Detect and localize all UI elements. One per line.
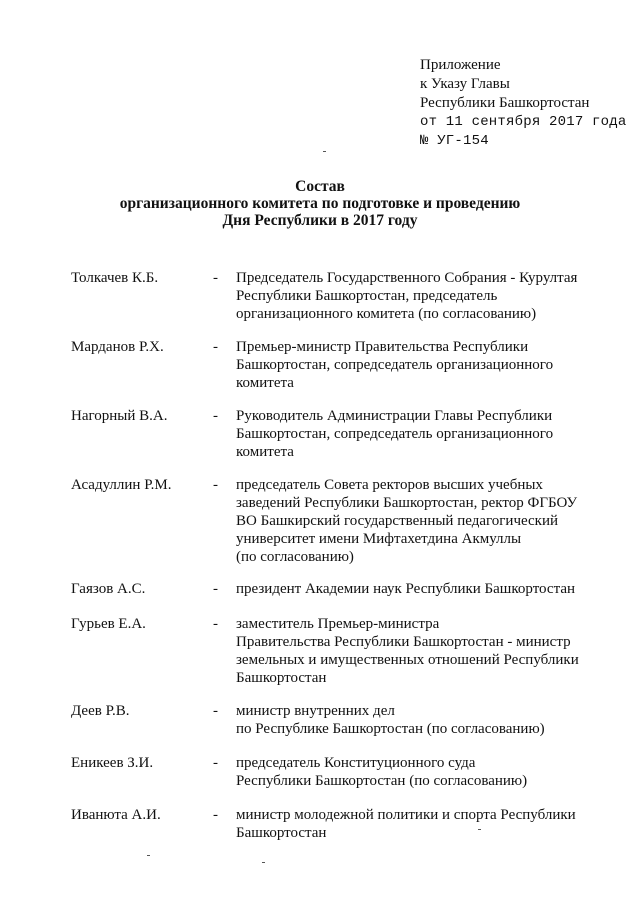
scan-speck [262, 862, 265, 863]
member-role-line: (по согласованию) [236, 549, 354, 565]
member-dash: - [213, 616, 218, 632]
member-role [236, 580, 596, 598]
appendix-date: от 11 сентября 2017 года [420, 114, 627, 130]
member-role-line: председатель Совета ректоров высших учебных [236, 477, 543, 493]
member-dash: - [213, 703, 218, 719]
member-name: Толкачев К.Б. [71, 270, 159, 286]
appendix-decree-ref: к Указу Главы [420, 76, 510, 92]
member-role [236, 702, 596, 738]
member-role [236, 338, 596, 392]
member-role-line: Республики Башкортостан, председатель [236, 288, 498, 304]
member-role-line: Башкортостан, сопредседатель организационного [236, 357, 554, 373]
member-name: Нагорный В.А. [71, 408, 168, 424]
member-role-line: Башкортостан [236, 670, 327, 686]
member-role-line: комитета [236, 375, 294, 391]
member-name: Еникеев З.И. [71, 755, 154, 771]
appendix-number: № УГ-154 [420, 133, 489, 149]
member-role [236, 476, 596, 566]
member-role [236, 269, 596, 323]
member-dash: - [213, 339, 218, 355]
document-heading [0, 178, 640, 229]
member-role-line: заведений Республики Башкортостан, ректор ФГБОУ [236, 495, 578, 511]
appendix-republic: Республики Башкортостан [420, 95, 590, 111]
member-dash: - [213, 477, 218, 493]
member-role-line: Башкортостан, сопредседатель организационного [236, 426, 554, 442]
scan-speck [478, 829, 481, 830]
member-dash: - [213, 408, 218, 424]
member-role [236, 754, 596, 790]
member-role-line: заместитель Премьер-министра [236, 616, 440, 632]
member-role-line: министр молодежной политики и спорта Республики [236, 807, 576, 823]
member-role-line: Республики Башкортостан (по согласованию) [236, 773, 528, 789]
heading-title: Состав [295, 178, 345, 195]
member-role-line: министр внутренних дел [236, 703, 395, 719]
heading-event: Дня Республики в 2017 году [222, 212, 418, 229]
member-role-line: организационного комитета (по согласованию) [236, 306, 537, 322]
member-dash: - [213, 270, 218, 286]
member-name: Марданов Р.Х. [71, 339, 164, 355]
member-role-line: по Республике Башкортостан (по согласованию) [236, 721, 545, 737]
member-role-line: земельных и имущественных отношений Республики [236, 652, 579, 668]
member-dash: - [213, 807, 218, 823]
member-name: Асадуллин Р.М. [71, 477, 172, 493]
member-role-line: Председатель Государственного Собрания - Курултая [236, 270, 578, 286]
member-role-line: Правительства Республики Башкортостан - министр [236, 634, 571, 650]
appendix-title: Приложение [420, 57, 501, 73]
member-role-line: ВО Башкирский государственный педагогический [236, 513, 559, 529]
member-role-line: Руководитель Администрации Главы Республики [236, 408, 553, 424]
member-name: Гаязов А.С. [71, 581, 146, 597]
member-role [236, 407, 596, 461]
member-role-line: Премьер-министр Правительства Республики [236, 339, 529, 355]
member-role-line: Башкортостан [236, 825, 327, 841]
member-role [236, 615, 596, 687]
member-name: Деев Р.В. [71, 703, 130, 719]
appendix-block [420, 56, 626, 151]
member-name: Иванюта А.И. [71, 807, 161, 823]
member-name: Гурьев Е.А. [71, 616, 146, 632]
member-dash: - [213, 581, 218, 597]
member-dash: - [213, 755, 218, 771]
member-role-line: комитета [236, 444, 294, 460]
member-role-line: председатель Конституционного суда [236, 755, 476, 771]
scan-speck [323, 151, 326, 152]
member-role [236, 806, 596, 842]
member-role-line: университет имени Мифтахетдина Акмуллы [236, 531, 522, 547]
member-role-line: президент Академии наук Республики Башкортостан [236, 581, 576, 597]
scan-speck [147, 855, 150, 856]
heading-subtitle: организационного комитета по подготовке и проведению [119, 195, 521, 212]
